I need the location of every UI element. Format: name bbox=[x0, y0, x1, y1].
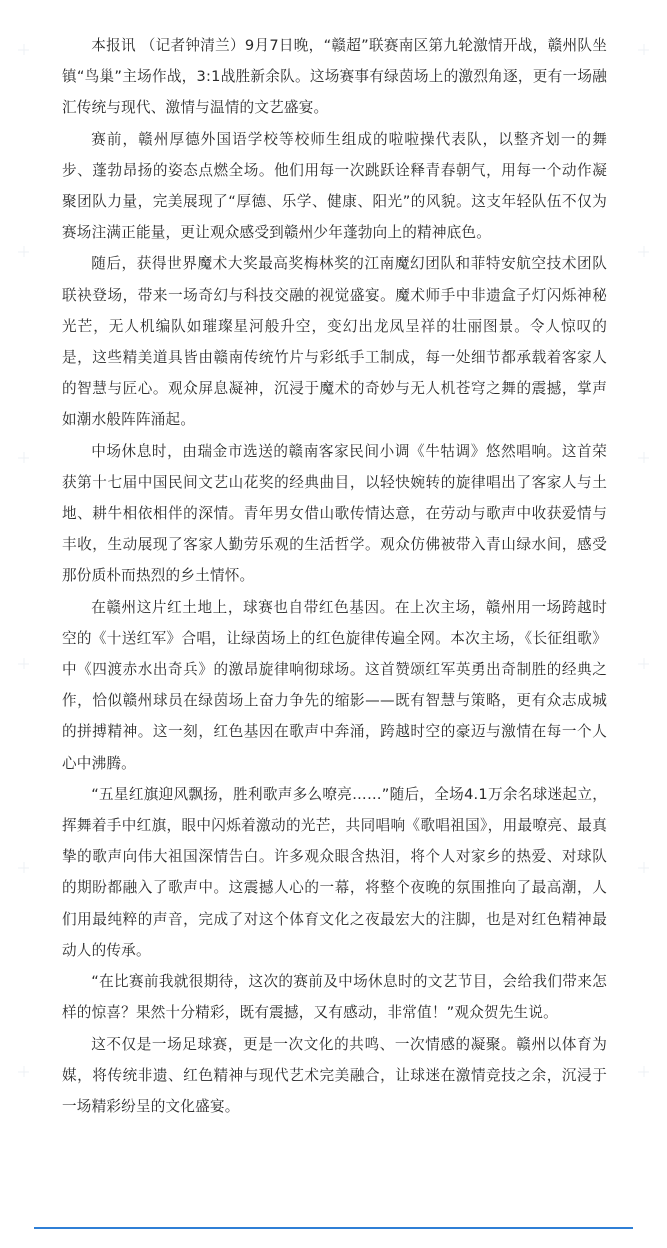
footer-accent-rule bbox=[34, 1227, 633, 1229]
decorative-cross-icon bbox=[18, 658, 29, 669]
page-footer bbox=[0, 1214, 667, 1248]
decorative-cross-icon bbox=[638, 862, 649, 873]
decorative-cross-icon bbox=[638, 44, 649, 55]
decorative-cross-icon bbox=[638, 452, 649, 463]
decorative-cross-icon bbox=[638, 1066, 649, 1077]
decorative-cross-icon bbox=[18, 1066, 29, 1077]
article-paragraph: 中场休息时，由瑞金市选送的赣南客家民间小调《牛牯调》悠然唱响。这首荣获第十七届中国民间文艺山花奖的经典曲目，以轻快婉转的旋律唱出了客家人与土地、耕牛相依相伴的深情。青年男女借山歌传情达意，在劳动与歌声中收获爱情与丰收，生动展现了客家人勤劳乐观的生活哲学。观众仿佛被带入青山绿水间，感受那份质朴而热烈的乡土情怀。 bbox=[62, 442, 607, 585]
decorative-cross-icon bbox=[18, 246, 29, 257]
article-paragraph: “在比赛前我就很期待，这次的赛前及中场休息时的文艺节目，会给我们带来怎样的惊喜？果然十分精彩，既有震撼，又有感动，非常值！”观众贺先生说。 bbox=[62, 973, 607, 1022]
article-paragraph: “五星红旗迎风飘扬，胜利歌声多么嘹亮……”随后，全场4.1万余名球迷起立，挥舞着手中红旗，眼中闪烁着激动的光芒，共同唱响《歌唱祖国》，用最嘹亮、最真挚的歌声向伟大祖国深情告白。许多观众眼含热泪，将个人对家乡的热爱、对球队的期盼都融入了歌声中。这震撼人心的一幕，将整个夜晚的氛围推向了最高潮，人们用最纯粹的声音，完成了对这个体育文化之夜最宏大的注脚，也是对红色精神最动人的传承。 bbox=[62, 785, 607, 959]
decorative-cross-icon bbox=[638, 658, 649, 669]
decorative-cross-icon bbox=[18, 862, 29, 873]
article-paragraph: 随后，获得世界魔术大奖最高奖梅林奖的江南魔幻团队和菲特安航空技术团队联袂登场，带来一场奇幻与科技交融的视觉盛宴。魔术师手中非遗盒子灯闪烁神秘光芒，无人机编队如璀璨星河般升空，变幻出龙凤呈祥的壮丽图景。令人惊叹的是，这些精美道具皆由赣南传统竹片与彩纸手工制成，每一处细节都承载着客家人的智慧与匠心。观众屏息凝神，沉浸于魔术的奇妙与无人机苍穹之舞的震撼，掌声如潮水般阵阵涌起。 bbox=[62, 255, 607, 429]
article-paragraph: 这不仅是一场足球赛，更是一次文化的共鸣、一次情感的凝聚。赣州以体育为媒，将传统非遗、红色精神与现代艺术完美融合，让球迷在激情竞技之余，沉浸于一场精彩纷呈的文化盛宴。 bbox=[62, 1035, 607, 1115]
article-paragraph: 赛前，赣州厚德外国语学校等校师生组成的啦啦操代表队，以整齐划一的舞步、蓬勃昂扬的姿态点燃全场。他们用每一次跳跃诠释青春朝气，用每一个动作凝聚团队力量，完美展现了“厚德、乐学、健康、阳光”的风貌。这支年轻队伍不仅为赛场注满正能量，更让观众感受到赣州少年蓬勃向上的精神底色。 bbox=[62, 130, 607, 242]
article-body bbox=[62, 30, 607, 1122]
decorative-cross-icon bbox=[18, 452, 29, 463]
article-paragraph: 本报讯 （记者钟清兰）9月7日晚，“赣超”联赛南区第九轮激情开战，赣州队坐镇“鸟巢”主场作战，3:1战胜新余队。这场赛事有绿茵场上的激烈角逐，更有一场融汇传统与现代、激情与温情的文艺盛宴。 bbox=[62, 37, 607, 117]
decorative-cross-icon bbox=[638, 246, 649, 257]
article-paragraph: 在赣州这片红土地上，球赛也自带红色基因。在上次主场，赣州用一场跨越时空的《十送红军》合唱，让绿茵场上的红色旋律传遍全网。本次主场，《长征组歌》中《四渡赤水出奇兵》的激昂旋律响彻球场。这首赞颂红军英勇出奇制胜的经典之作，恰似赣州球员在绿茵场上奋力争先的缩影——既有智慧与策略，更有众志成城的拼搏精神。这一刻，红色基因在歌声中奔涌，跨越时空的豪迈与激情在每一个人心中沸腾。 bbox=[62, 598, 607, 772]
decorative-cross-icon bbox=[18, 44, 29, 55]
